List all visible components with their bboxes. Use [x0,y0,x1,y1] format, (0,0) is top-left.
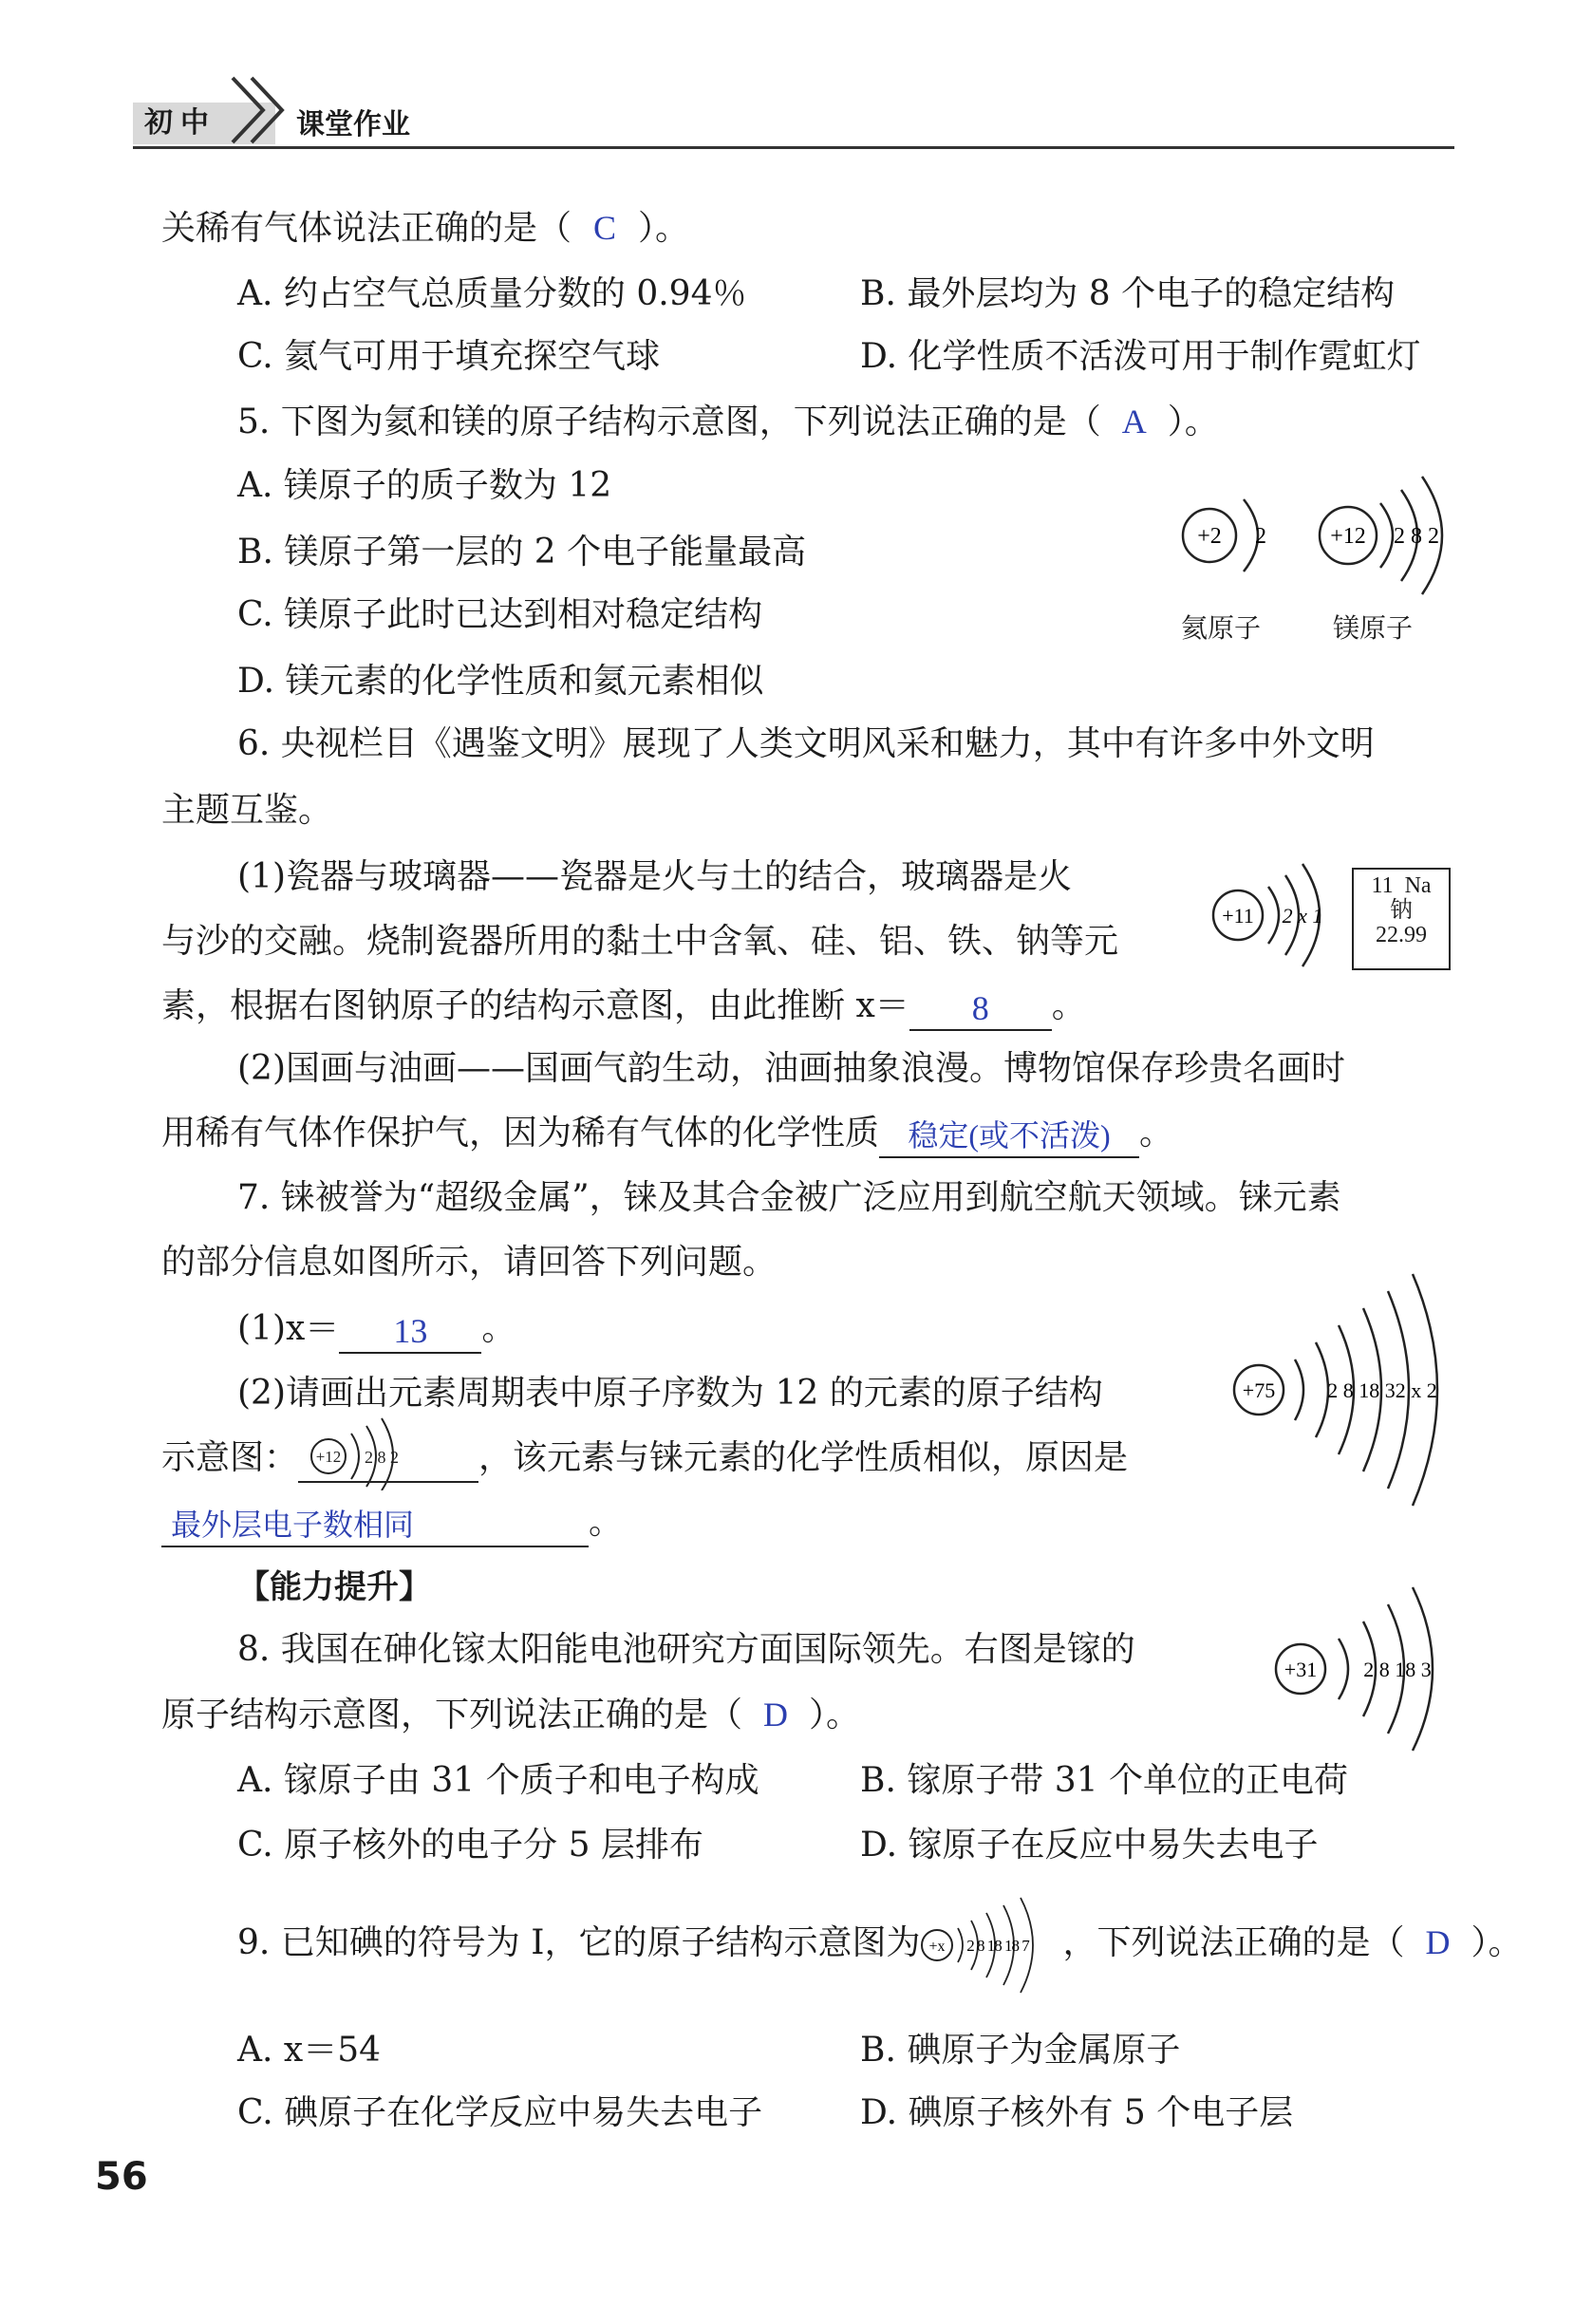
q7-part1-answer: 13 [339,1306,481,1354]
q7-part2-line3: 最外层电子数相同 。 [161,1498,623,1547]
q6-part1-line2: 与沙的交融。烧制瓷器所用的黏土中含氧、硅、铝、铁、钠等元 [161,922,1119,961]
q9-option-b: B. 碘原子为金属原子 [860,2031,1181,2070]
q4-option-d: D. 化学性质不活泼可用于制作霓虹灯 [860,337,1421,376]
sodium-element-card [1352,868,1451,970]
helium-caption: 氦原子 [1181,612,1262,644]
q9-stem: 9. 已知碘的符号为 I，它的原子结构示意图为 +x 2 8 18 18 7 ，下列说法正确的是（ D ）。 [237,1918,1523,1968]
svg-text:2: 2 [1255,524,1266,549]
q6-part1-answer: 8 [909,984,1052,1031]
svg-text:2 8 2: 2 8 2 [365,1448,400,1467]
q7-part2-line1: (2)请画出元素周期表中原子序数为 12 的元素的原子结构 [237,1374,1103,1413]
q8-answer: D [763,1696,789,1734]
svg-text:+31: +31 [1284,1658,1318,1681]
q5-stem: 5. 下图为氦和镁的原子结构示意图，下列说法正确的是（ A ）。 [237,397,1219,447]
q7-part1: (1)x＝ 13 。 [237,1304,515,1354]
q7-stem-line1: 7. 铼被誉为“超级金属”，铼及其合金被广泛应用到航空航天领域。铼元素 [237,1178,1341,1217]
q4-option-b: B. 最外层均为 8 个电子的稳定结构 [860,274,1396,313]
q9-answer: D [1425,1923,1451,1961]
q5-option-c: C. 镁原子此时已达到相对稳定结构 [237,595,763,634]
q4-option-c: C. 氦气可用于填充探空气球 [237,337,661,376]
sodium-mass: 22.99 [1376,923,1427,947]
q6-stem-line2: 主题互鉴。 [161,791,333,830]
svg-text:2 8 18 32 x 2: 2 8 18 32 x 2 [1327,1378,1437,1402]
q8-stem-line2: 原子结构示意图，下列说法正确的是（ D ）。 [161,1690,860,1740]
magnesium-caption: 镁原子 [1333,612,1414,644]
q9-option-a: A. x＝54 [237,2031,381,2070]
sodium-atom-diagram [1208,854,1350,978]
svg-text:+x: +x [928,1939,946,1955]
section-heading: 【能力提升】 [237,1568,431,1606]
svg-text:+12: +12 [1330,524,1366,549]
svg-text:+2: +2 [1197,524,1222,549]
helium-atom-diagram [1177,475,1291,608]
q4-option-a: A. 约占空气总质量分数的 0.94％ [237,274,747,313]
q8-option-d: D. 镓原子在反应中易失去电子 [860,1826,1319,1865]
q5-option-b: B. 镁原子第一层的 2 个电子能量最高 [237,533,807,572]
svg-text:+75: +75 [1242,1378,1276,1402]
q5-option-d: D. 镁元素的化学性质和氦元素相似 [237,662,764,701]
iodine-atom-diagram [920,1894,1062,1998]
header-level: 初中 [144,106,216,140]
q6-part2-line1: (2)国画与油画——国画气韵生动，油画抽象浪漫。博物馆保存珍贵名画时 [237,1049,1345,1088]
rhenium-atom-diagram [1230,1266,1468,1513]
svg-text:+11: +11 [1222,904,1254,928]
q9-iodine-diagram-slot [920,1922,1062,1968]
header-book-title: 课堂作业 [296,108,410,141]
svg-text:2 8 18 3: 2 8 18 3 [1363,1658,1432,1681]
q6-part1-line1: (1)瓷器与玻璃器——瓷器是火与土的结合，玻璃器是火 [237,857,1072,896]
svg-text:2 8 18 18 7: 2 8 18 18 7 [966,1937,1030,1955]
magnesium-atom-diagram [1310,465,1462,617]
page-number: 56 [95,2155,148,2199]
q5-option-a: A. 镁原子的质子数为 12 [237,466,612,505]
q4-stem: 关稀有气体说法正确的是（ C ）。 [161,203,689,253]
svg-text:2 8 2: 2 8 2 [1394,524,1439,549]
q7-drawn-mg-diagram [308,1415,469,1490]
sodium-name: 钠 [1390,898,1413,923]
q8-option-b: B. 镓原子带 31 个单位的正电荷 [860,1761,1349,1800]
q4-answer: C [593,209,617,247]
gallium-atom-diagram [1270,1580,1470,1756]
svg-text:+12: +12 [315,1448,342,1466]
q9-option-c: C. 碘原子在化学反应中易失去电子 [237,2093,763,2132]
svg-text:2 x 1: 2 x 1 [1282,904,1323,928]
header-rule [133,146,1454,149]
q5-answer: A [1121,403,1147,440]
q9-option-d: D. 碘原子核外有 5 个电子层 [860,2093,1294,2132]
q7-part2-answer: 最外层电子数相同 [161,1500,589,1547]
q7-drawn-answer-blank [298,1435,478,1483]
sodium-atomic-number: 11 [1371,873,1394,898]
q8-stem-line1: 8. 我国在砷化镓太阳能电池研究方面国际领先。右图是镓的 [237,1630,1135,1669]
q6-stem-line1: 6. 央视栏目《遇鉴文明》展现了人类文明风采和魅力，其中有许多中外文明 [237,724,1375,763]
q7-stem-line2: 的部分信息如图所示，请回答下列问题。 [161,1243,778,1282]
q6-part1-line3: 素，根据右图钠原子的结构示意图，由此推断 x＝ 8 。 [161,982,1086,1031]
q7-part2-line2: 示意图： +12 2 8 2 ，该元素与铼元素的化学性质相似，原因是 [161,1434,1128,1483]
q8-option-c: C. 原子核外的电子分 5 层排布 [237,1826,703,1865]
sodium-symbol: Na [1404,873,1432,898]
q6-part2-answer: 稳定(或不活泼) [879,1111,1139,1158]
q8-option-a: A. 镓原子由 31 个质子和电子构成 [237,1761,759,1800]
header-chevron-icon [223,72,299,146]
q6-part2-line2: 用稀有气体作保护气，因为稀有气体的化学性质 稳定(或不活泼) 。 [161,1109,1173,1158]
